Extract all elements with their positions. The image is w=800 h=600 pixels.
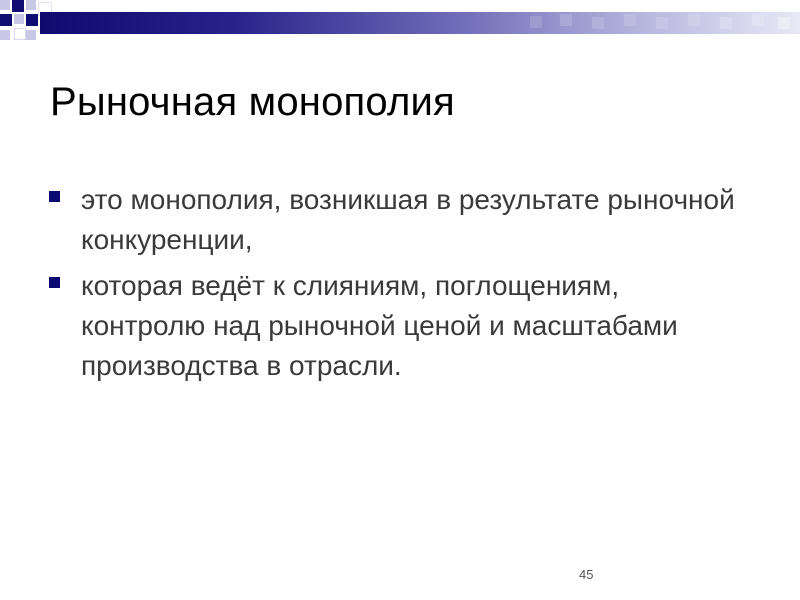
decor-square: [14, 14, 24, 24]
header-decoration: [0, 0, 800, 50]
decor-square: [720, 17, 732, 29]
decor-square: [26, 30, 36, 40]
decor-square: [0, 14, 12, 26]
slide-title: Рыночная монополия: [50, 80, 455, 124]
bullet-list: [45, 180, 765, 392]
decor-square: [752, 14, 764, 26]
decor-square: [778, 17, 790, 29]
decor-square: [560, 14, 572, 26]
decor-square: [592, 17, 604, 29]
decor-square: [688, 14, 700, 26]
decor-square: [624, 14, 636, 26]
bullet-text: это монополия, возникшая в результате рыночной конкуренции,: [81, 184, 735, 255]
decor-square: [0, 0, 10, 10]
decor-square: [26, 14, 38, 26]
bullet-text: которая ведёт к слияниям, поглощениям, контролю над рыночной ценой и масштабами производства в отрасли.: [81, 270, 678, 381]
decor-square: [656, 17, 668, 29]
decor-square: [12, 0, 24, 12]
square-bullet-icon: [49, 191, 60, 202]
decor-square: [26, 0, 36, 10]
header-square-pattern: [520, 12, 800, 34]
decor-square: [0, 30, 10, 40]
bullet-item: [45, 180, 765, 260]
decor-square: [530, 16, 542, 28]
decor-square: [14, 28, 26, 40]
bullet-item: [45, 266, 765, 386]
page-number: 45: [579, 567, 594, 582]
square-bullet-icon: [49, 277, 60, 288]
